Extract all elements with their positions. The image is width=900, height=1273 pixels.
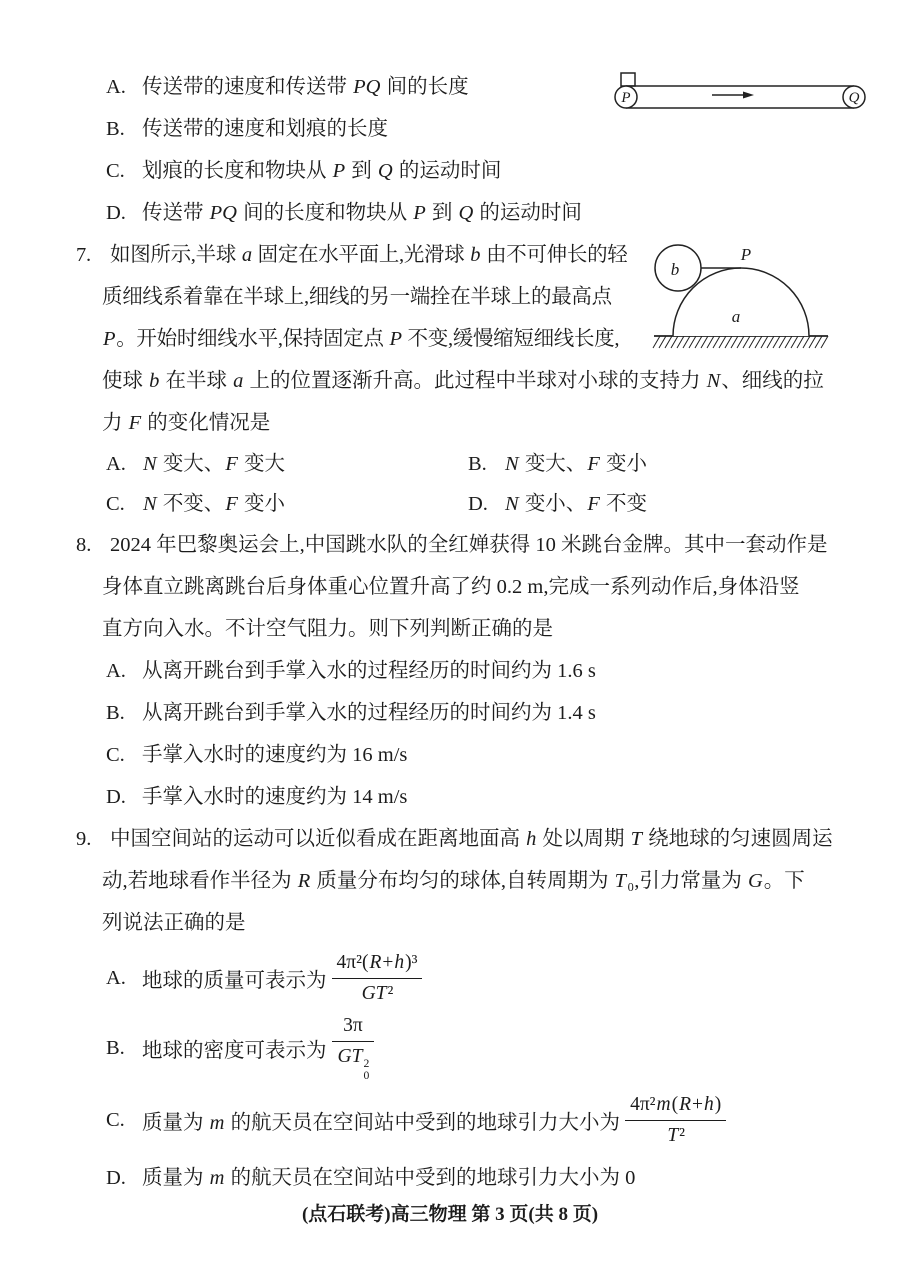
option-text: 传送带的速度和传送带 PQ 间的长度 bbox=[142, 76, 469, 98]
q9-line bbox=[0, 818, 900, 860]
q7-option-d bbox=[468, 484, 647, 524]
option-label: B. bbox=[468, 453, 487, 475]
q8-option-d bbox=[0, 776, 900, 818]
pulley-q-label: Q bbox=[848, 90, 860, 106]
option-label: D. bbox=[106, 202, 126, 224]
option-text: 质量为 m 的航天员在空间站中受到的地球引力大小为 0 bbox=[142, 1167, 636, 1189]
question-text: 中国空间站的运动可以近似看成在距离地面高 h 处以周期 T 绕地球的匀速圆周运 bbox=[110, 828, 833, 850]
option-label: B. bbox=[106, 118, 125, 140]
question-number: 9. bbox=[76, 828, 92, 850]
q9-option-d bbox=[0, 1156, 900, 1200]
question-9 bbox=[0, 818, 900, 1200]
q6-option-d bbox=[0, 192, 900, 234]
q8-line: 身体直立跳离跳台后身体重心位置升高了约 0.2 m,完成一系列动作后,身体沿竖 bbox=[102, 576, 800, 598]
fraction-numerator: 4π²(R+h)³ bbox=[332, 950, 423, 978]
option-label: B. bbox=[106, 702, 125, 724]
fraction bbox=[625, 1092, 726, 1148]
q7-line: 使球 b 在半球 a 上的位置逐渐升高。此过程中半球对小球的支持力 N、细线的拉 bbox=[102, 370, 824, 392]
option-text: N 变大、F 变小 bbox=[505, 453, 647, 475]
option-text: 传送带的速度和划痕的长度 bbox=[142, 118, 388, 140]
fraction bbox=[332, 1013, 375, 1082]
option-label: D. bbox=[106, 1167, 126, 1189]
q8-option-b bbox=[0, 692, 900, 734]
conveyor-belt-diagram bbox=[612, 70, 870, 118]
option-label: C. bbox=[106, 160, 125, 182]
fraction-denominator: GT² bbox=[361, 982, 394, 1004]
point-p-label: P bbox=[740, 245, 752, 264]
q9-line: 动,若地球看作半径为 R 质量分布均匀的球体,自转周期为 T₀,引力常量为 G。下 bbox=[102, 870, 805, 892]
dome-a-label: a bbox=[731, 307, 741, 326]
option-text: 传送带 PQ 间的长度和物块从 P 到 Q 的运动时间 bbox=[142, 202, 582, 224]
q7-line: 力 F 的变化情况是 bbox=[102, 412, 271, 434]
q9-option-b bbox=[0, 1012, 900, 1084]
option-text: 划痕的长度和物块从 P 到 Q 的运动时间 bbox=[142, 160, 502, 182]
q7-option-a bbox=[106, 444, 468, 484]
q9-option-c bbox=[0, 1084, 900, 1156]
option-text: N 不变、F 变小 bbox=[143, 493, 285, 515]
question-8 bbox=[0, 524, 900, 818]
option-label: A. bbox=[106, 76, 126, 98]
option-text: 质量为 m 的航天员在空间站中受到的地球引力大小为 bbox=[142, 1112, 621, 1134]
option-label: A. bbox=[106, 453, 126, 475]
fraction-denominator: T² bbox=[667, 1124, 686, 1146]
q7-line: 质细线系着靠在半球上,细线的另一端拴在半球上的最高点 bbox=[102, 286, 612, 308]
hemisphere-diagram bbox=[648, 238, 880, 352]
fraction-denominator: GT 2 0 bbox=[337, 1045, 370, 1083]
q7-options-row-2 bbox=[0, 484, 900, 524]
option-label: C. bbox=[106, 1108, 125, 1131]
option-text: 手掌入水时的速度约为 16 m/s bbox=[142, 744, 408, 766]
top-margin bbox=[0, 0, 900, 66]
option-text: 从离开跳台到手掌入水的过程经历的时间约为 1.6 s bbox=[142, 660, 596, 682]
option-label: D. bbox=[106, 786, 126, 808]
option-label: A. bbox=[106, 966, 126, 989]
page-footer: (点石联考)高三物理 第 3 页(共 8 页) bbox=[301, 1204, 599, 1225]
q7-line: P。开始时细线水平,保持固定点 P 不变,缓慢缩短细线长度, bbox=[103, 328, 620, 350]
option-text: 地球的密度可表示为 bbox=[142, 1040, 327, 1062]
q9-line: 列说法正确的是 bbox=[102, 912, 246, 934]
option-label: A. bbox=[106, 660, 126, 682]
block-on-belt-icon bbox=[621, 73, 635, 86]
ground-hatch bbox=[653, 336, 828, 348]
option-text: 从离开跳台到手掌入水的过程经历的时间约为 1.4 s bbox=[142, 702, 596, 724]
option-text: 手掌入水时的速度约为 14 m/s bbox=[142, 786, 408, 808]
question-number: 7. bbox=[76, 244, 91, 266]
q7-options-row-1 bbox=[0, 444, 900, 484]
q7-option-b bbox=[468, 444, 647, 484]
fraction-numerator: 3π bbox=[332, 1013, 375, 1041]
q8-line bbox=[0, 524, 900, 566]
ball-b-label: b bbox=[670, 260, 680, 279]
option-label: C. bbox=[106, 744, 125, 766]
option-text: N 变小、F 不变 bbox=[505, 493, 647, 515]
fraction-numerator: 4π²m(R+h) bbox=[625, 1092, 726, 1120]
option-label: D. bbox=[468, 493, 488, 515]
q8-line: 直方向入水。不计空气阻力。则下列判断正确的是 bbox=[102, 618, 553, 640]
option-text: N 变大、F 变大 bbox=[143, 453, 285, 475]
fraction bbox=[332, 950, 423, 1006]
q6-option-c bbox=[0, 150, 900, 192]
pulley-p-label: P bbox=[621, 90, 631, 106]
option-label: C. bbox=[106, 493, 125, 515]
arrowhead-icon bbox=[743, 92, 754, 99]
option-text: 地球的质量可表示为 bbox=[142, 970, 327, 992]
question-number: 8. bbox=[76, 534, 92, 556]
question-text: 2024 年巴黎奥运会上,中国跳水队的全红婵获得 10 米跳台金牌。其中一套动作是 bbox=[110, 534, 828, 556]
question-text: 如图所示,半球 a 固定在水平面上,光滑球 b 由不可伸长的轻 bbox=[110, 244, 628, 266]
option-label: B. bbox=[106, 1036, 125, 1059]
q8-option-c bbox=[0, 734, 900, 776]
q7-option-c bbox=[106, 484, 468, 524]
q9-option-a bbox=[0, 944, 900, 1012]
q8-option-a bbox=[0, 650, 900, 692]
